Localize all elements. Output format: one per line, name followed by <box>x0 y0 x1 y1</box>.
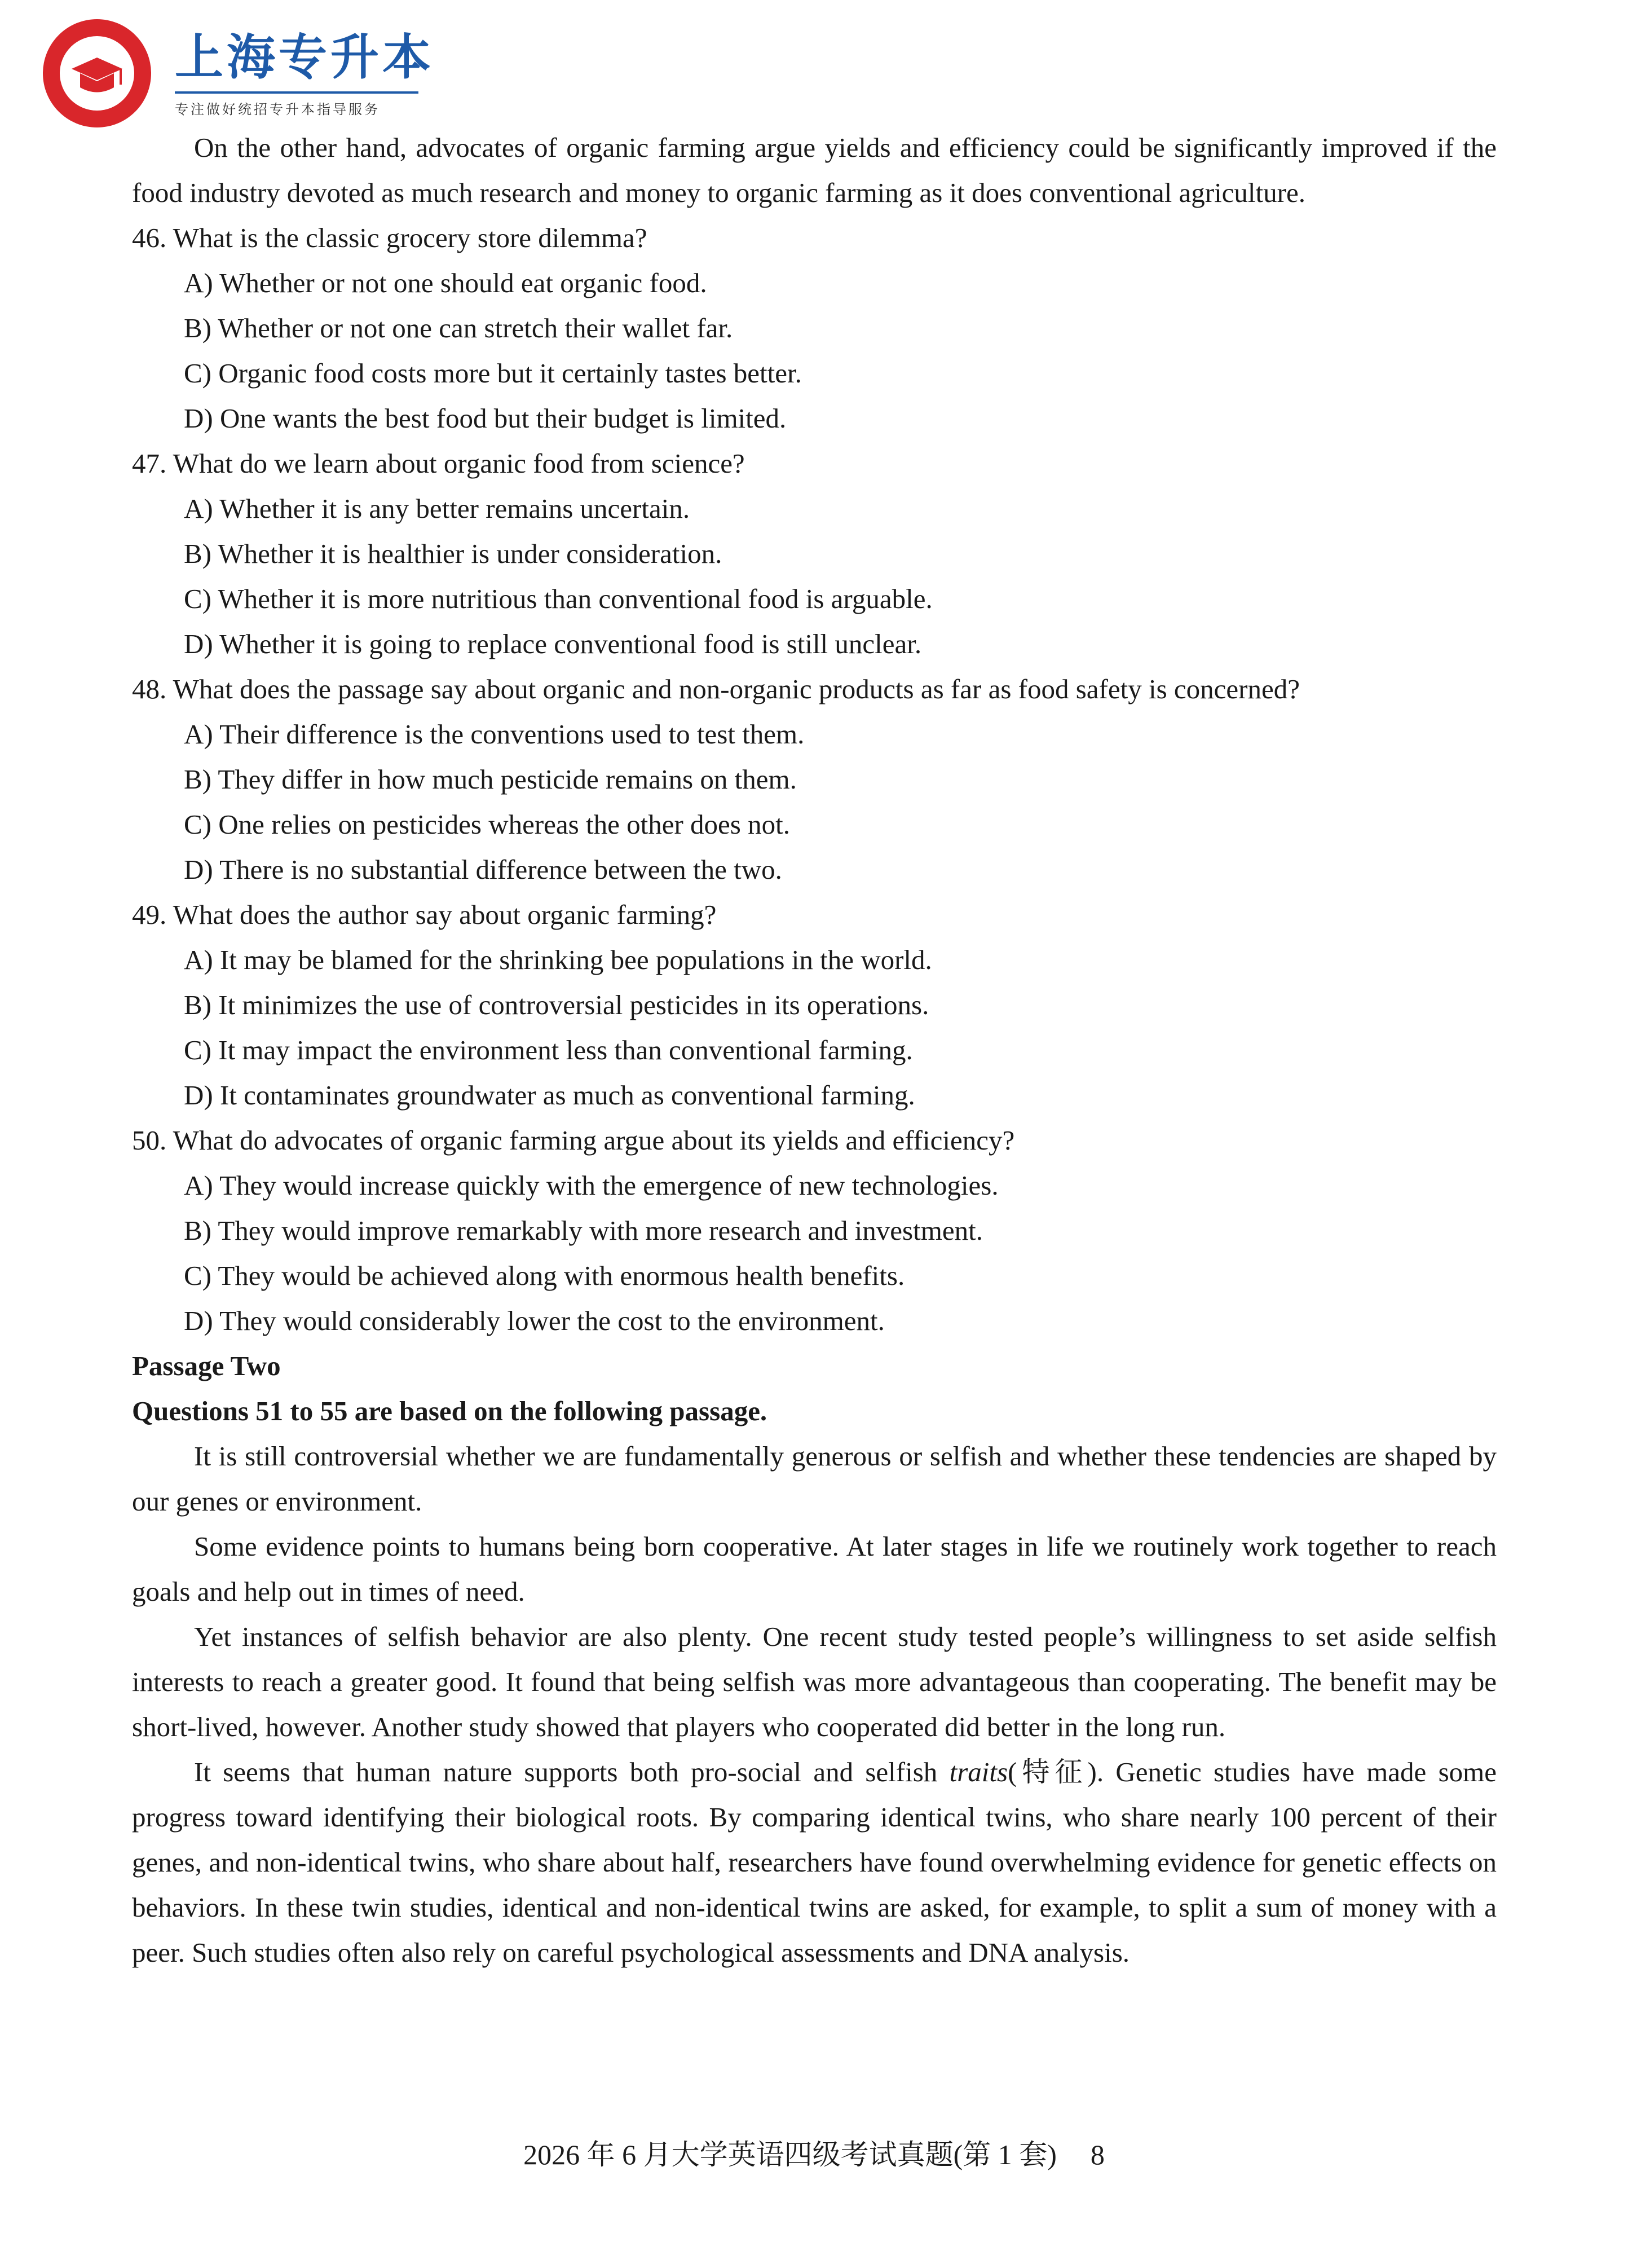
option-a: A) It may be blamed for the shrinking bee populations in the world. <box>184 944 932 975</box>
question-46 <box>132 215 1497 441</box>
passage-title: Passage Two <box>132 1350 281 1381</box>
brand-divider <box>175 91 418 94</box>
glossed-term: traits <box>949 1756 1008 1787</box>
brand-slogan: 专注做好统招专升本指导服务 <box>175 102 380 117</box>
logo-seal-icon <box>41 17 153 130</box>
passage-text: . Genetic studies have made some progress toward identifying their biological roots. By comparing identical twins, who share nearly 100 percent of their genes, and non-identical twins, who share about half, researchers have found overwhelming evidence for genetic effects on behaviors. In these twin studies, identical and non-identical twins are asked, for example, to split a sum of money with a peer. Such studies often also rely on careful psychological assessments and DNA analysis. <box>132 1756 1497 1968</box>
option-b: B) Whether it is healthier is under consideration. <box>184 538 722 569</box>
option-d: D) There is no substantial difference between the two. <box>184 854 782 885</box>
passage-paragraph: Some evidence points to humans being born cooperative. At later stages in life we routinely work together to reach goals and help out in times of need. <box>132 1531 1497 1607</box>
option-d: D) Whether it is going to replace conventional food is still unclear. <box>184 628 922 659</box>
passage-paragraph: Yet instances of selfish behavior are also plenty. One recent study tested people’s willingness to set aside selfish interests to reach a greater good. It found that being selfish was more advantageous than cooperating. The benefit may be short-lived, however. Another study showed that players who cooperated did better in the long run. <box>132 1621 1497 1742</box>
option-a: A) They would increase quickly with the emergence of new technologies. <box>184 1170 999 1201</box>
passage-paragraph: It is still controversial whether we are fundamentally generous or selfish and whether these tendencies are shaped by our genes or environment. <box>132 1441 1497 1517</box>
passage-paragraph <box>132 1750 1497 1975</box>
option-c: C) One relies on pesticides whereas the other does not. <box>184 809 790 840</box>
question-47 <box>132 441 1497 667</box>
option-d: D) One wants the best food but their budget is limited. <box>184 403 787 434</box>
question-stem: 49. What does the author say about organic farming? <box>132 899 717 930</box>
intro-paragraph: On the other hand, advocates of organic farming argue yields and efficiency could be significantly improved if the food industry devoted as much research and money to organic farming as it does conventional agriculture. <box>132 132 1497 208</box>
question-stem: 47. What do we learn about organic food from science? <box>132 448 745 479</box>
question-50 <box>132 1118 1497 1344</box>
question-49 <box>132 892 1497 1118</box>
option-b: B) Whether or not one can stretch their wallet far. <box>184 312 733 343</box>
option-a: A) Whether it is any better remains uncertain. <box>184 493 690 524</box>
passage-instruction: Questions 51 to 55 are based on the following passage. <box>132 1395 767 1426</box>
page-content <box>132 125 1497 1975</box>
question-stem: 50. What do advocates of organic farming argue about its yields and efficiency? <box>132 1125 1015 1156</box>
page-footer <box>0 2132 1628 2177</box>
option-d: D) It contaminates groundwater as much as conventional farming. <box>184 1080 915 1111</box>
brand-name: 上海专升本 <box>175 29 434 86</box>
option-d: D) They would considerably lower the cost to the environment. <box>184 1305 885 1336</box>
term-gloss: (特征) <box>1008 1756 1097 1787</box>
footer-title: 2026 年 6 月大学英语四级考试真题(第 1 套) <box>523 2139 1057 2170</box>
question-stem: 46. What is the classic grocery store dilemma? <box>132 222 647 253</box>
site-logo <box>41 17 435 130</box>
option-b: B) It minimizes the use of controversial pesticides in its operations. <box>184 989 929 1020</box>
option-c: C) Organic food costs more but it certainly tastes better. <box>184 358 802 389</box>
page-number: 8 <box>1090 2139 1105 2170</box>
option-c: C) It may impact the environment less than conventional farming. <box>184 1034 913 1065</box>
option-b: B) They differ in how much pesticide remains on them. <box>184 764 797 795</box>
question-48 <box>132 667 1497 892</box>
question-stem: 48. What does the passage say about organic and non-organic products as far as food safety is concerned? <box>132 673 1300 704</box>
passage-text: It seems that human nature supports both pro-social and selfish <box>194 1756 950 1787</box>
option-c: C) They would be achieved along with enormous health benefits. <box>184 1260 905 1291</box>
option-a: A) Whether or not one should eat organic food. <box>184 267 707 298</box>
option-b: B) They would improve remarkably with more research and investment. <box>184 1215 983 1246</box>
option-c: C) Whether it is more nutritious than conventional food is arguable. <box>184 583 933 614</box>
option-a: A) Their difference is the conventions used to test them. <box>184 719 805 750</box>
